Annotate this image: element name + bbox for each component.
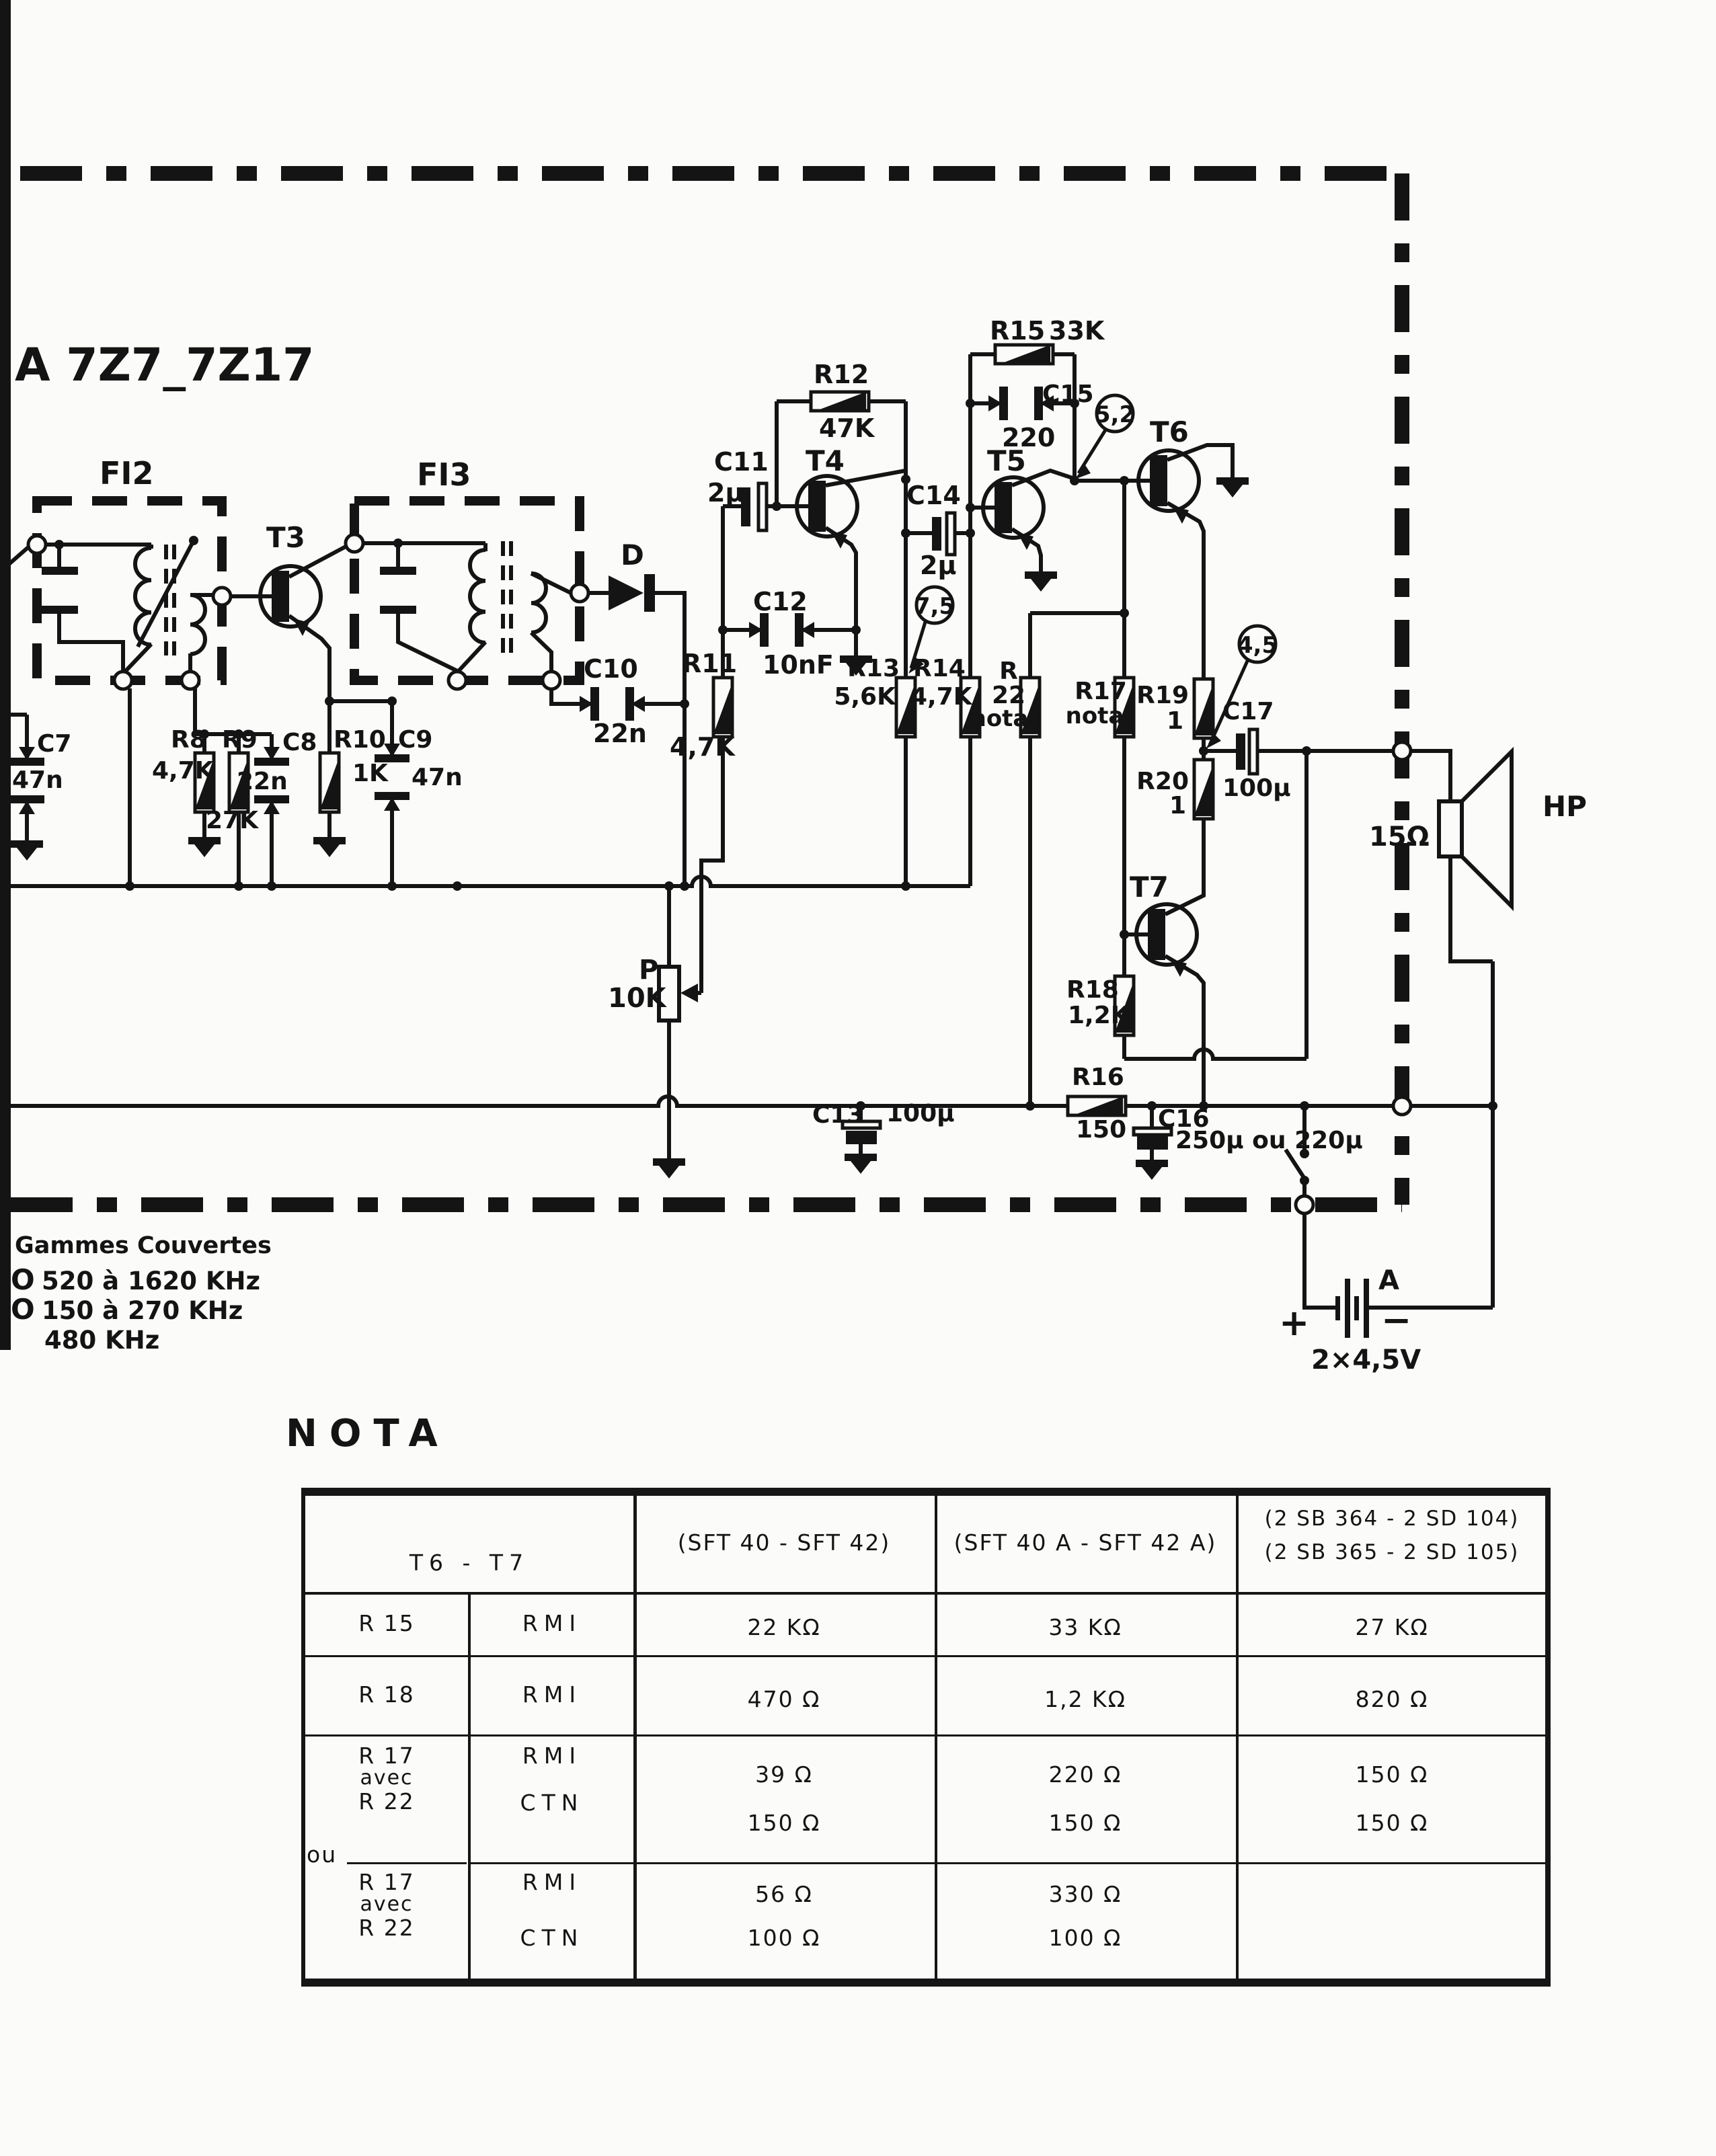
label-r16: R16: [1072, 1064, 1124, 1091]
label-r14: R14: [913, 655, 966, 682]
label-c14: C14: [906, 481, 961, 510]
label-r12v: 47K: [819, 413, 875, 443]
table-border-bottom: [301, 1979, 1551, 1987]
row2-v1: 470 Ω: [747, 1686, 821, 1712]
label-pv: 10K: [608, 983, 666, 1014]
label-title: A 7Z7_7Z17: [15, 339, 315, 392]
label-c11: C11: [714, 447, 769, 477]
label-r16v: 150: [1076, 1116, 1127, 1144]
label-gammes: Gammes Couvertes: [15, 1232, 272, 1259]
label-r10v: 1K: [352, 760, 388, 787]
scan-edge-bar: [0, 0, 11, 1350]
resistor-r11: [713, 678, 732, 737]
label-c9: C9: [398, 726, 433, 754]
row1-v2: 33 KΩ: [1048, 1614, 1122, 1640]
row4-type1: RMI: [522, 1869, 582, 1895]
ground-t6: [1216, 477, 1249, 497]
label-c15v: 220: [1002, 423, 1056, 452]
ground-c13: [845, 1154, 877, 1174]
label-band1: 520 à 1620 KHz: [42, 1267, 260, 1295]
t7-emitter-arrow: [1171, 959, 1187, 977]
resistor-r15: [995, 345, 1053, 364]
label-c12: C12: [753, 587, 808, 616]
t4-emitter-arrow: [831, 531, 847, 549]
schematic-labels: [11, 316, 1587, 1375]
label-r10: R10: [334, 726, 386, 754]
table-divider-v2: [633, 1488, 637, 1987]
label-fi2: FI2: [100, 455, 154, 491]
table-header-t6-t7: T6 - T7: [409, 1550, 530, 1576]
label-t5: T5: [987, 444, 1026, 477]
label-r13: R13: [847, 655, 900, 682]
table-border-top: [301, 1488, 1551, 1496]
row3-a3: 150 Ω: [1355, 1761, 1429, 1788]
t6-emitter-arrow: [1173, 506, 1189, 524]
label-batt-v: 2×4,5V: [1311, 1345, 1421, 1375]
table-header-sb-line2: (2 SB 365 - 2 SD 105): [1264, 1540, 1520, 1564]
table-divider-h3: [305, 1734, 1545, 1736]
label-r15v: 33K: [1049, 316, 1105, 346]
table-divider-h1: [305, 1592, 1545, 1595]
capacitor-c11: [741, 483, 767, 530]
label-c14v: 2µ: [920, 551, 957, 580]
fi3-capacitor: [380, 567, 416, 614]
label-r20: R20: [1136, 768, 1189, 795]
row4-name1: R 17: [358, 1869, 415, 1895]
resistor-r19: [1194, 679, 1213, 738]
label-r20v: 1: [1169, 792, 1186, 820]
label-fi3: FI3: [417, 456, 471, 493]
label-r17: R17: [1075, 678, 1127, 705]
label-v75: 7,5: [914, 593, 956, 620]
table-header-sb-line1: (2 SB 364 - 2 SD 104): [1264, 1507, 1520, 1531]
label-r11v: 4,7K: [670, 732, 735, 762]
ou-label: ou: [307, 1841, 338, 1868]
table-divider-v3: [935, 1488, 937, 1987]
label-r22c: nota: [970, 705, 1029, 732]
row3-b3: 150 Ω: [1355, 1810, 1429, 1836]
label-c8: C8: [282, 729, 317, 756]
label-v45: 4,5: [1237, 632, 1278, 659]
resistor-r12: [811, 392, 869, 411]
label-r8v: 4,7K: [152, 757, 214, 785]
label-r19: R19: [1136, 682, 1189, 709]
label-c9v: 47n: [412, 764, 463, 791]
row2-v3: 820 Ω: [1355, 1686, 1429, 1712]
label-batt-minus: −: [1381, 1299, 1412, 1341]
row4-name3: R 22: [358, 1915, 415, 1941]
row4-name2: avec: [360, 1892, 414, 1916]
fi3-primary-coil: [470, 550, 485, 643]
resistor-r10: [320, 753, 339, 812]
row3-name1: R 17: [358, 1743, 415, 1769]
table-border-right: [1545, 1488, 1551, 1987]
label-hp-imp: 15Ω: [1369, 822, 1430, 852]
label-c15: C15: [1042, 381, 1094, 408]
capacitor-c12: [749, 613, 814, 647]
row4-a2: 330 Ω: [1048, 1881, 1122, 1907]
label-c16: C16: [1158, 1105, 1210, 1133]
capacitor-c14: [932, 513, 955, 555]
fi2-secondary-coil: [190, 595, 205, 654]
label-c17v: 100µ: [1222, 774, 1291, 802]
label-band3: 480 KHz: [44, 1326, 160, 1355]
row4-type2: CTN: [520, 1925, 584, 1951]
t5-emitter-arrow: [1017, 532, 1034, 550]
resistor-r20: [1194, 760, 1213, 819]
fi3-secondary-coil: [531, 573, 546, 633]
label-c17: C17: [1222, 698, 1274, 725]
fi2-primary-coil: [135, 548, 151, 645]
label-c7v: 47n: [12, 766, 63, 794]
label-batt-a: A: [1378, 1265, 1399, 1296]
label-r15: R15: [990, 316, 1046, 346]
label-r13v: 5,6K: [834, 683, 896, 711]
row3-type1: RMI: [522, 1743, 582, 1769]
row3-type2: CTN: [520, 1790, 584, 1816]
label-c13v: 100µ: [886, 1100, 955, 1127]
label-t4: T4: [806, 444, 845, 477]
row3-b1: 150 Ω: [747, 1810, 821, 1836]
label-band2: 150 à 270 KHz: [42, 1296, 243, 1325]
label-d: D: [621, 538, 644, 571]
label-c12v: 10nF: [763, 650, 834, 680]
label-t7: T7: [1130, 871, 1169, 904]
table-divider-ou: [347, 1862, 467, 1864]
nota-heading: NOTA: [286, 1412, 450, 1455]
label-r22a: R: [999, 657, 1018, 685]
fi2-transformer: [37, 501, 222, 680]
fi3-transformer: [354, 501, 580, 680]
row4-b1: 100 Ω: [747, 1925, 821, 1951]
table-divider-h4: [471, 1862, 1545, 1864]
row3-name3: R 22: [358, 1788, 415, 1814]
row3-a1: 39 Ω: [755, 1761, 813, 1788]
label-c11v: 2µ: [707, 478, 744, 508]
battery: [1335, 1279, 1369, 1338]
label-r11: R11: [682, 649, 738, 678]
label-c7: C7: [37, 730, 72, 758]
table-header-sft40a: (SFT 40 A - SFT 42 A): [953, 1529, 1217, 1556]
row1-name: R 15: [358, 1610, 415, 1636]
label-c10: C10: [584, 654, 638, 684]
row2-name: R 18: [358, 1681, 415, 1708]
label-c8v: 22n: [237, 768, 288, 795]
row1-v3: 27 KΩ: [1355, 1614, 1429, 1640]
fi2-capacitor: [42, 567, 78, 614]
ground-r8: [188, 837, 221, 857]
label-r18v: 1,2K: [1068, 1002, 1130, 1029]
diode-d: [609, 574, 655, 612]
row3-name2: avec: [360, 1766, 414, 1790]
label-t6: T6: [1150, 415, 1189, 448]
capacitor-c17: [1236, 729, 1257, 774]
row3-a2: 220 Ω: [1048, 1761, 1122, 1788]
ground-c16: [1136, 1160, 1168, 1180]
table-divider-h2: [305, 1655, 1545, 1657]
ground-t5: [1025, 571, 1057, 592]
fi2-core: [166, 545, 174, 655]
label-band-o2: O: [11, 1293, 35, 1326]
label-r18: R18: [1066, 976, 1119, 1004]
ground-c7: [11, 840, 43, 861]
label-r17v: nota: [1065, 703, 1124, 729]
label-r8: R8: [171, 726, 206, 754]
row1-v1: 22 KΩ: [747, 1614, 821, 1640]
label-c13: C13: [812, 1101, 864, 1129]
wire-t3-area: [231, 546, 392, 886]
fi3-core: [503, 541, 511, 655]
resistor-r16: [1068, 1096, 1126, 1115]
label-r9: R9: [222, 726, 258, 754]
label-r22b: 22: [991, 682, 1026, 709]
table-header-sft40: (SFT 40 - SFT 42): [677, 1529, 891, 1556]
nota-table: [301, 1488, 1551, 1987]
label-r9v: 27K: [206, 807, 258, 834]
label-p: P: [639, 955, 659, 986]
label-c10v: 22n: [593, 719, 647, 748]
row4-a1: 56 Ω: [755, 1881, 813, 1907]
ground-r10: [313, 837, 346, 857]
capacitor-c10: [580, 687, 645, 721]
row2-v2: 1,2 KΩ: [1044, 1686, 1126, 1712]
row2-type: RMI: [522, 1681, 582, 1708]
ground-p: [653, 1158, 685, 1179]
label-batt-plus: +: [1279, 1302, 1310, 1344]
label-band-o1: O: [11, 1263, 35, 1296]
row3-b2: 150 Ω: [1048, 1810, 1122, 1836]
components: [9, 345, 1512, 1338]
label-r12: R12: [814, 360, 869, 389]
label-t3: T3: [266, 521, 305, 554]
row1-type: RMI: [522, 1610, 582, 1636]
row4-b2: 100 Ω: [1048, 1925, 1122, 1951]
label-c16v: 250µ ou 220µ: [1175, 1127, 1363, 1154]
label-v52: 5,2: [1094, 401, 1136, 428]
label-r19v: 1: [1166, 707, 1183, 735]
label-hp: HP: [1543, 790, 1587, 823]
label-r14v: 4,7K: [910, 683, 972, 711]
